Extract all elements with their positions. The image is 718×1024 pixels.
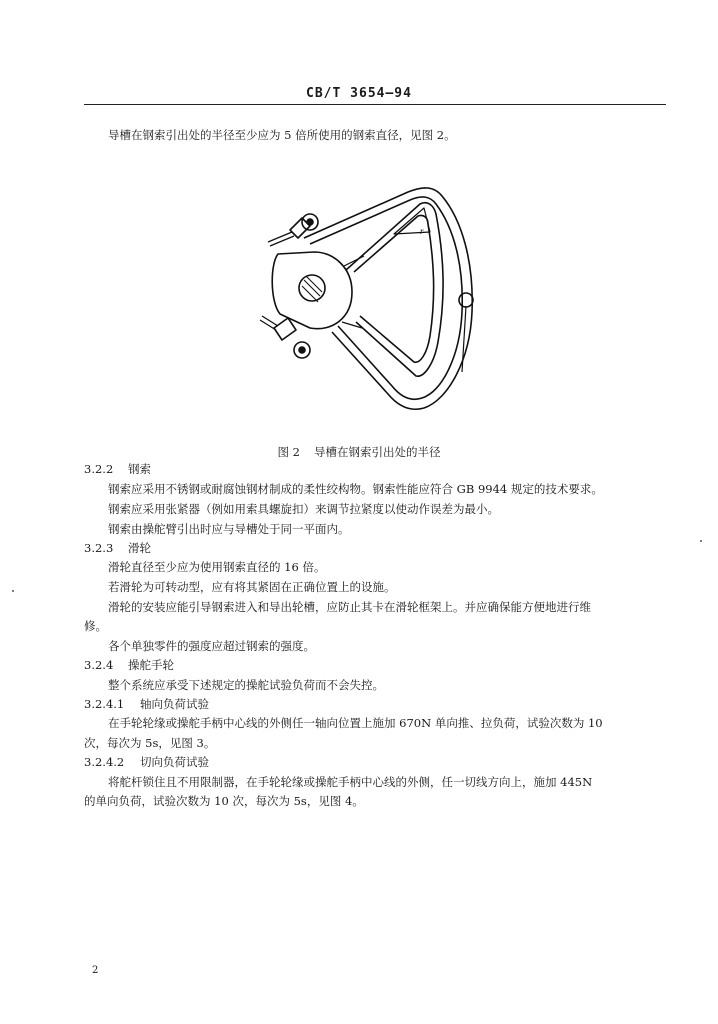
section-3-2-3-p3-line2: 修。 [84,619,107,633]
section-3-2-4-2-heading [84,755,209,769]
section-3-2-4-heading [84,658,174,672]
radius-label: r [420,226,424,236]
section-title: 操舵手轮 [128,658,174,672]
inner-window-inner [354,215,434,362]
section-3-2-4-1-p1-line2: 次，每次为 5s，见图 3。 [84,736,216,750]
section-3-2-2-p1: 钢索应采用不锈钢或耐腐蚀钢材制成的柔性绞构物。钢索性能应符合 GB 9944 规定的技术要求。 [108,482,603,496]
section-3-2-3-p2: 若滑轮为可转动型，应有将其紧固在正确位置上的设施。 [108,580,396,594]
section-3-2-2-heading [84,462,151,476]
header-rule [84,104,666,105]
figure-caption-text: 导槽在钢索引出处的半径 [313,445,441,459]
section-3-2-3-heading [84,541,151,555]
right-pivot [459,293,473,307]
section-number: 3.2.4 [84,658,114,672]
section-number: 3.2.2 [84,462,114,476]
section-3-2-4-1-heading [84,697,209,711]
hub-body [272,252,352,329]
section-title: 轴向负荷试验 [140,697,209,711]
lower-tensioner [274,318,296,340]
figure-2-diagram [248,172,488,424]
section-title: 滑轮 [128,541,151,555]
guide-groove-drawing [248,172,488,424]
figure-number: 图 2 [277,445,300,459]
section-number: 3.2.3 [84,541,114,555]
section-3-2-4-2-p1-line1: 将舵杆锁住且不用限制器，在手轮轮缘或操舵手柄中心线的外侧，任一切线方向上，施加 445N [108,775,593,789]
section-3-2-2-p2: 钢索应采用张紧器（例如用索具螺旋扣）来调节拉紧度以使动作误差为最小。 [108,502,499,516]
standard-code-header: CB/T 3654—94 [306,86,412,101]
section-number: 3.2.4.2 [84,755,125,769]
scan-speck [700,540,702,542]
section-3-2-2-p3: 钢索由操舵臂引出时应与导槽处于同一平面内。 [108,522,350,536]
section-3-2-3-p1: 滑轮直径至少应为使用钢索直径的 16 倍。 [108,560,326,574]
intro-paragraph: 导槽在钢索引出处的半径至少应为 5 倍所使用的钢索直径，见图 2。 [108,128,456,142]
section-3-2-3-p3-line1: 滑轮的安装应能引导钢索进入和导出轮槽，应防止其卡在滑轮框架上。并应确保能方便地进行维 [108,600,591,614]
figure-caption [0,444,718,460]
section-3-2-4-1-p1-line1: 在手轮轮缘或操舵手柄中心线的外侧任一轴向位置上施加 670N 单向推、拉负荷，试验次数为 10 [108,716,603,730]
section-number: 3.2.4.1 [84,697,125,711]
section-3-2-4-p1: 整个系统应承受下述规定的操舵试验负荷而不会失控。 [108,678,384,692]
scan-speck [12,590,14,592]
page-number: 2 [92,965,99,976]
section-title: 钢索 [128,462,151,476]
section-title: 切向负荷试验 [140,755,209,769]
section-3-2-3-p4: 各个单独零件的强度应超过钢索的强度。 [108,639,315,653]
inner-guide-arm [310,197,462,399]
section-3-2-4-2-p1-line2: 的单向负荷，试验次数为 10 次，每次为 5s，见图 4。 [84,794,364,808]
